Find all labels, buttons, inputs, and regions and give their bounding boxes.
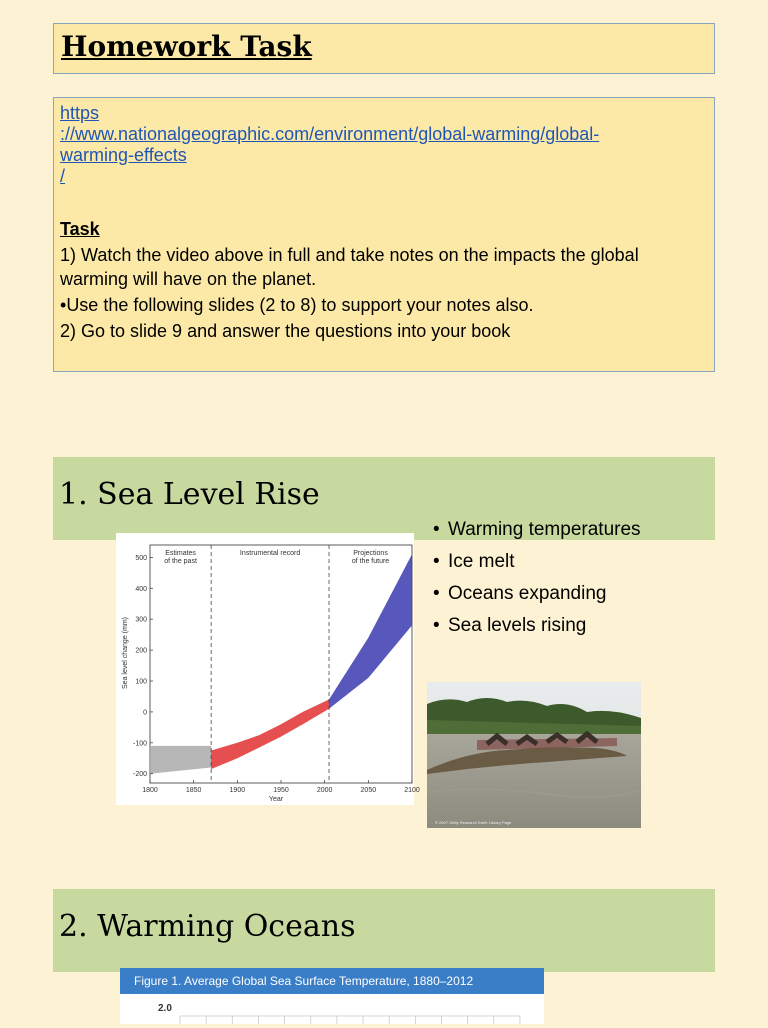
y-tick-label: -100	[132, 740, 147, 748]
y-tick-label: 2.0	[158, 1003, 172, 1014]
section-1-title: 1. Sea Level Rise	[59, 477, 320, 512]
section-2-title: 2. Warming Oceans	[59, 909, 356, 944]
task-box	[53, 97, 715, 372]
x-tick-label: 1850	[185, 787, 202, 794]
link-line-4[interactable]: /	[60, 166, 66, 186]
task-label: Task	[60, 219, 100, 239]
y-tick-label: 0	[143, 709, 147, 717]
link-line-1[interactable]: https	[60, 103, 100, 123]
x-axis-label: Year	[268, 796, 284, 803]
task-line-2: • Use the following slides (2 to 8) to support your notes also.	[60, 293, 708, 317]
photo-credit: © 2007 Getty Research Earth Library Page	[435, 820, 512, 825]
section-2-banner	[53, 889, 715, 972]
bullet-item: • Ice melt	[432, 550, 732, 574]
x-tick-label: 1900	[229, 787, 246, 794]
x-tick-label: 2050	[360, 787, 377, 794]
x-tick-label: 1800	[142, 787, 158, 794]
homework-title-box	[53, 23, 715, 74]
sea-level-chart-svg	[116, 533, 420, 805]
y-tick-label: 400	[135, 585, 147, 593]
bullet-item: • Oceans expanding	[432, 582, 732, 606]
y-tick-label: 300	[135, 616, 147, 624]
bullet-item: • Sea levels rising	[432, 614, 732, 638]
link-line-3[interactable]: warming-effects	[60, 145, 187, 165]
homework-title: Homework Task	[61, 30, 312, 63]
bullet-item: • Warming temperatures	[432, 518, 732, 542]
sea-level-chart	[116, 533, 420, 805]
flood-photo-svg	[427, 682, 641, 828]
period-label-1: Instrumental record	[239, 550, 301, 557]
y-tick-label: 200	[135, 647, 147, 655]
y-tick-label: 500	[135, 554, 147, 562]
period-label-2: Projections of the future	[351, 550, 390, 565]
sea-surface-chart-title: Figure 1. Average Global Sea Surface Temperature, 1880–2012	[120, 968, 544, 994]
link-line-2[interactable]: ://www.nationalgeographic.com/environment/global-warming/global-	[60, 124, 600, 144]
period-label-0: Estimates of the past	[164, 550, 197, 565]
sea-surface-chart-svg	[120, 994, 544, 1024]
flood-photo	[427, 682, 641, 828]
y-axis-label: Sea level change (mm)	[122, 617, 129, 689]
sea-surface-chart	[120, 968, 544, 1024]
video-link[interactable]	[60, 103, 708, 187]
x-tick-label: 2100	[404, 787, 420, 794]
task-line-1: 1) Watch the video above in full and take notes on the impacts the global warming will have on the planet.	[60, 245, 639, 289]
x-tick-label: 2000	[316, 787, 333, 794]
y-tick-label: 100	[135, 678, 147, 686]
y-tick-label: -200	[132, 771, 147, 779]
task-line-3: 2) Go to slide 9 and answer the questions into your book	[60, 321, 511, 341]
sea-level-bullets	[432, 518, 732, 646]
x-tick-label: 1950	[273, 787, 289, 794]
